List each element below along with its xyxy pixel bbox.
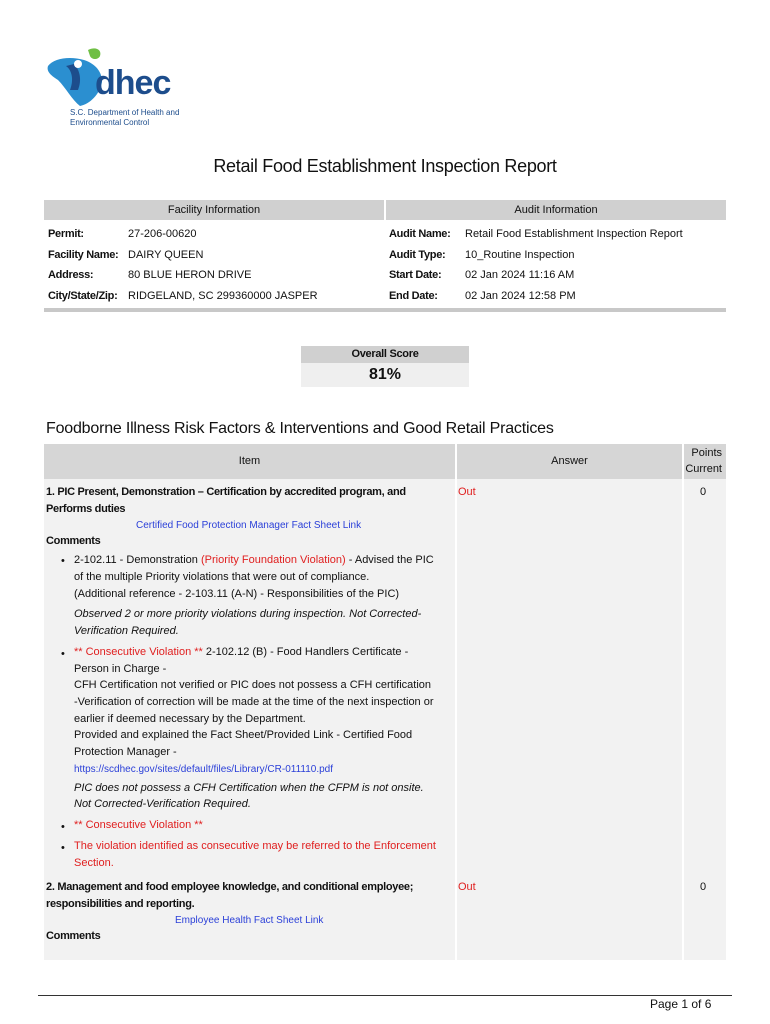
comment2-italic-line1: PIC does not possess a CFH Certification when the CFPM is not onsite. (74, 782, 424, 794)
row2-title-line1: 2. Management and food employee knowledge, and conditional employee; (46, 881, 414, 893)
comment3-bullet: • (61, 821, 65, 833)
info-table-bottom-border (44, 308, 726, 312)
row1-fact-sheet-link[interactable]: Certified Food Protection Manager Fact Sheet Link (136, 520, 362, 531)
comment2-bullet: • (61, 648, 65, 660)
comment2-url-link[interactable]: https://scdhec.gov/sites/default/files/Library/CR-011110.pdf (74, 764, 334, 775)
logo-leaf-shape (88, 48, 100, 59)
row1-comments-label: Comments (46, 535, 101, 547)
comment2-line7: Protection Manager - (74, 746, 177, 758)
comment2-line2: Person in Charge - (74, 663, 167, 675)
comment2-line6: Provided and explained the Fact Sheet/Provided Link - Certified Food (74, 729, 413, 741)
logo-wordmark: dhec (95, 64, 171, 102)
comment1-line3: (Additional reference - 2-103.11 (A-N) - Responsibilities of the PIC) (74, 588, 400, 600)
audit-row-name: Audit Name: Retail Food Establishment Inspection Report (389, 228, 683, 240)
comment4-bullet: • (61, 842, 65, 854)
row1-answer: Out (458, 486, 476, 498)
row2-answer: Out (458, 881, 476, 893)
row1-points: 0 (700, 486, 707, 498)
logo-figure-head (74, 60, 82, 68)
facility-info-header: Facility Information (44, 200, 384, 220)
row2-points: 0 (700, 881, 707, 893)
comment1-italic-line1: Observed 2 or more priority violations during inspection. Not Corrected- (74, 608, 422, 620)
comment4-line1: The violation identified as consecutive may be referred to the Enforcement (74, 840, 436, 852)
comment2-line1: ** Consecutive Violation ** 2-102.12 (B) - Food Handlers Certificate - (74, 646, 409, 658)
comment1-line1: 2-102.11 - Demonstration (Priority Foundation Violation) - Advised the PIC (74, 554, 434, 566)
comment3-line1: ** Consecutive Violation ** (74, 819, 203, 831)
audit-row-type: Audit Type: 10_Routine Inspection (389, 249, 575, 261)
row1-title-line2: Performs duties (46, 503, 126, 515)
answer-column-bg (457, 479, 682, 960)
info-table (44, 200, 726, 312)
facility-row-address: Address: 80 BLUE HERON DRIVE (48, 269, 252, 281)
facility-row-name: Facility Name: DAIRY QUEEN (48, 249, 204, 261)
comment1-bullet: • (61, 555, 65, 567)
report-title: Retail Food Establishment Inspection Report (213, 156, 557, 176)
row2-comments-label: Comments (46, 930, 101, 942)
footer-divider (38, 995, 732, 996)
comment2-line5: earlier if deemed necessary by the Department. (74, 713, 306, 725)
audit-row-start: Start Date: 02 Jan 2024 11:16 AM (389, 269, 575, 281)
column-header-item: Item (44, 444, 455, 479)
comment4-line2: Section. (74, 857, 114, 869)
overall-score-value: 81% (301, 363, 469, 387)
logo-subtitle: S.C. Department of Health and Environmental Control (70, 108, 180, 127)
facility-row-permit: Permit: 27-206-00620 (48, 228, 197, 240)
row2-title-line2: responsibilities and reporting. (46, 898, 195, 910)
overall-score-box (301, 346, 469, 387)
audit-row-end: End Date: 02 Jan 2024 12:58 PM (389, 290, 576, 302)
row1-title-line1: 1. PIC Present, Demonstration – Certification by accredited program, and (46, 486, 406, 498)
comment1-italic-line2: Verification Required. (74, 625, 179, 637)
column-header-points: Points Current (684, 444, 726, 479)
comment1-line2: of the multiple Priority violations that were out of compliance. (74, 571, 370, 583)
inspection-items-table (44, 444, 726, 960)
column-header-answer: Answer (457, 444, 682, 479)
comment2-italic-line2: Not Corrected-Verification Required. (74, 798, 251, 810)
facility-row-city: City/State/Zip: RIDGELAND, SC 299360000 JASPER (48, 290, 318, 302)
audit-info-header: Audit Information (386, 200, 726, 220)
comment2-line4: -Verification of correction will be made at the time of the next inspection or (74, 696, 434, 708)
comment2-line3: CFH Certification not verified or PIC does not possess a CFH certification (74, 679, 432, 691)
page-number: Page 1 of 6 (650, 997, 712, 1011)
row2-fact-sheet-link[interactable]: Employee Health Fact Sheet Link (175, 915, 324, 926)
overall-score-label: Overall Score (301, 346, 469, 363)
section-title: Foodborne Illness Risk Factors & Interventions and Good Retail Practices (46, 420, 554, 437)
